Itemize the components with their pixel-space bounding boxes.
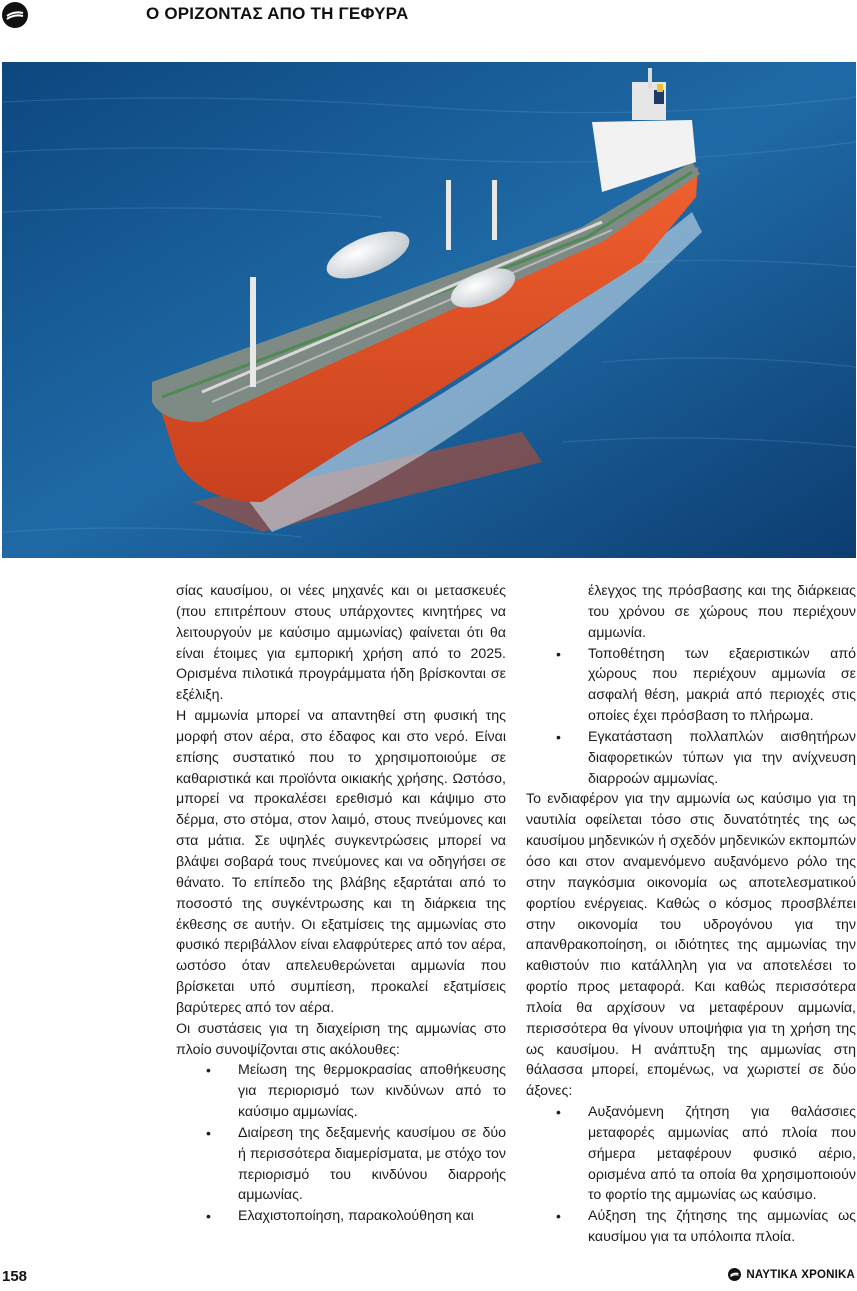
bullet-icon: •: [556, 645, 561, 662]
list-item-text: Τοποθέτηση των εξαεριστικών από χώρους που περιέχουν αμμωνία σε ασφαλή θέση, μακριά από περιοχές στις οποίες έχει πρόσβαση το πλήρωμα.: [588, 645, 856, 725]
bullet-icon: •: [556, 1208, 561, 1225]
list-item-text: Αύξηση της ζήτησης της αμμωνίας ως καυσίμου για τα υπόλοιπα πλοία.: [588, 1208, 856, 1246]
right-paragraph-1: Το ενδιαφέρον για την αμμωνία ως καύσιμο για τη ναυτιλία οφείλεται τόσο στις δυνατότητές της ως καυσίμου μηδενικών ή σχεδόν μηδενικών εκπομπών όσο και στον αναμενόμενο αυξανόμενο ρόλο της στην παγκόσμια οικονομία ως αποτελεσματικού φορτίου ενέργειας. Καθώς ο κόσμος προσβλέπει στην οικονομία του υδρογόνου για την απανθρακοποίηση, οι ιδιότητες της αμμωνίας την καθιστούν πιο κατάλληλη για να αποτελέσει το φορτίο προς μεταφορά. Και καθώς περισσότερα πλοία θα αρχίσουν να μεταφέρουν αμμωνία, περισσότερα θα γίνουν υποψήφια για τη χρήση της ως καυσίμου. Η ανάπτυξη της αμμωνίας στη θάλασσα μπορεί, επομένως, να χωριστεί σε δύο άξονες:: [526, 791, 856, 1100]
list-item-text: Μείωση της θερμοκρασίας αποθήκευσης για περιορισμό των κινδύνων από το καύσιμο αμμωνίας.: [238, 1062, 506, 1121]
right-bullet-list-2: [526, 1102, 856, 1248]
brand-name: ΝΑΥΤΙΚΑ ΧΡΟΝΙΚΑ: [746, 1268, 855, 1281]
list-item: [176, 1060, 506, 1123]
bullet-icon: •: [206, 1062, 211, 1079]
brand-logo-icon: [728, 1268, 741, 1281]
bullet-icon: •: [556, 1104, 561, 1121]
list-item: [526, 727, 856, 790]
list-item: [176, 1206, 506, 1227]
bullet-icon: •: [556, 728, 561, 745]
page-number: 158: [2, 1268, 28, 1285]
bullet-icon: •: [206, 1124, 211, 1141]
left-paragraph-2: Η αμμωνία μπορεί να απαντηθεί στη φυσική της μορφή στον αέρα, στο έδαφος και στο νερό. Είναι επίσης συστατικό που το χρησιμοποιούμε σε καθαριστικά και προϊόντα οικιακής χρήσης. Ωστόσο, μπορεί να προκαλέσει ερεθισμό και κάψιμο στο δέρμα, στο στόμα, στον λαιμό, στους πνεύμονες και στα μάτια. Σε υψηλές συγκεντρώσεις μπορεί να βλάψει σοβαρά τους πνεύμονες και να οδηγήσει σε θάνατο. Το επίπεδο της βλάβης εξαρτάται από το ποσοστό της συγκέντρωσης και τη διάρκεια της έκθεσης σε αυτήν. Οι εξατμίσεις της αμμωνίας στο φυσικό περιβάλλον είναι ελαφρύτερες από τον αέρα, ωστόσο όταν απελευθερώνεται αμμωνία που βρίσκεται υπό συμπίεση, προκαλεί εξατμίσεις βαρύτερες από τον αέρα.: [176, 708, 506, 1016]
left-paragraph-1: σίας καυσίμου, οι νέες μηχανές και οι μετασκευές (που επιτρέπουν στους υπάρχοντες κινητήρες να λειτουργούν με καύσιμο αμμωνίας) φαίνεται ότι θα είναι έτοιμες για εμπορική χρήση από το 2025. Ορισμένα πιλοτικά προγράμματα ήδη βρίσκονται σε εξέλιξη.: [176, 583, 506, 704]
magazine-logo-icon: [2, 2, 28, 28]
list-item: [526, 1206, 856, 1248]
section-title: Ο ΟΡΙΖΟΝΤΑΣ ΑΠΟ ΤΗ ΓΕΦΥΡΑ: [146, 4, 409, 23]
list-item-text: Διαίρεση της δεξαμενής καυσίμου σε δύο ή περισσότερα διαμερίσματα, με στόχο τον περιορισμό του κινδύνου διαρροής αμμωνίας.: [238, 1124, 506, 1204]
list-item: [526, 644, 856, 727]
list-item: [176, 1123, 506, 1206]
right-column: [526, 581, 856, 1248]
left-column: [176, 581, 506, 1227]
brand-footer: [728, 1268, 855, 1281]
right-continuation: έλεγχος της πρόσβασης και της διάρκειας του χρόνου σε χώρους που περιέχουν αμμωνία.: [588, 583, 856, 641]
list-item-text: Αυξανόμενη ζήτηση για θαλάσσιες μεταφορές αμμωνίας από πλοία που σήμερα μεταφέρουν φυσικό αέριο, ορισμένα από τα οποία θα χρησιμοποιούν το φορτίο της αμμωνίας ως καύσιμο.: [588, 1104, 856, 1204]
list-item: [526, 1102, 856, 1206]
bullet-icon: •: [206, 1208, 211, 1225]
ship-photo: [2, 62, 856, 558]
left-paragraph-3: Οι συστάσεις για τη διαχείριση της αμμωνίας στο πλοίο συνοψίζονται στις ακόλουθες:: [176, 1020, 506, 1058]
left-bullet-list: [176, 1060, 506, 1227]
right-bullet-list-1: [526, 644, 856, 790]
list-item-text: Ελαχιστοποίηση, παρακολούθηση και: [238, 1208, 474, 1225]
list-item-text: Εγκατάσταση πολλαπλών αισθητήρων διαφορετικών τύπων για την ανίχνευση διαρροών αμμωνίας.: [588, 728, 856, 787]
